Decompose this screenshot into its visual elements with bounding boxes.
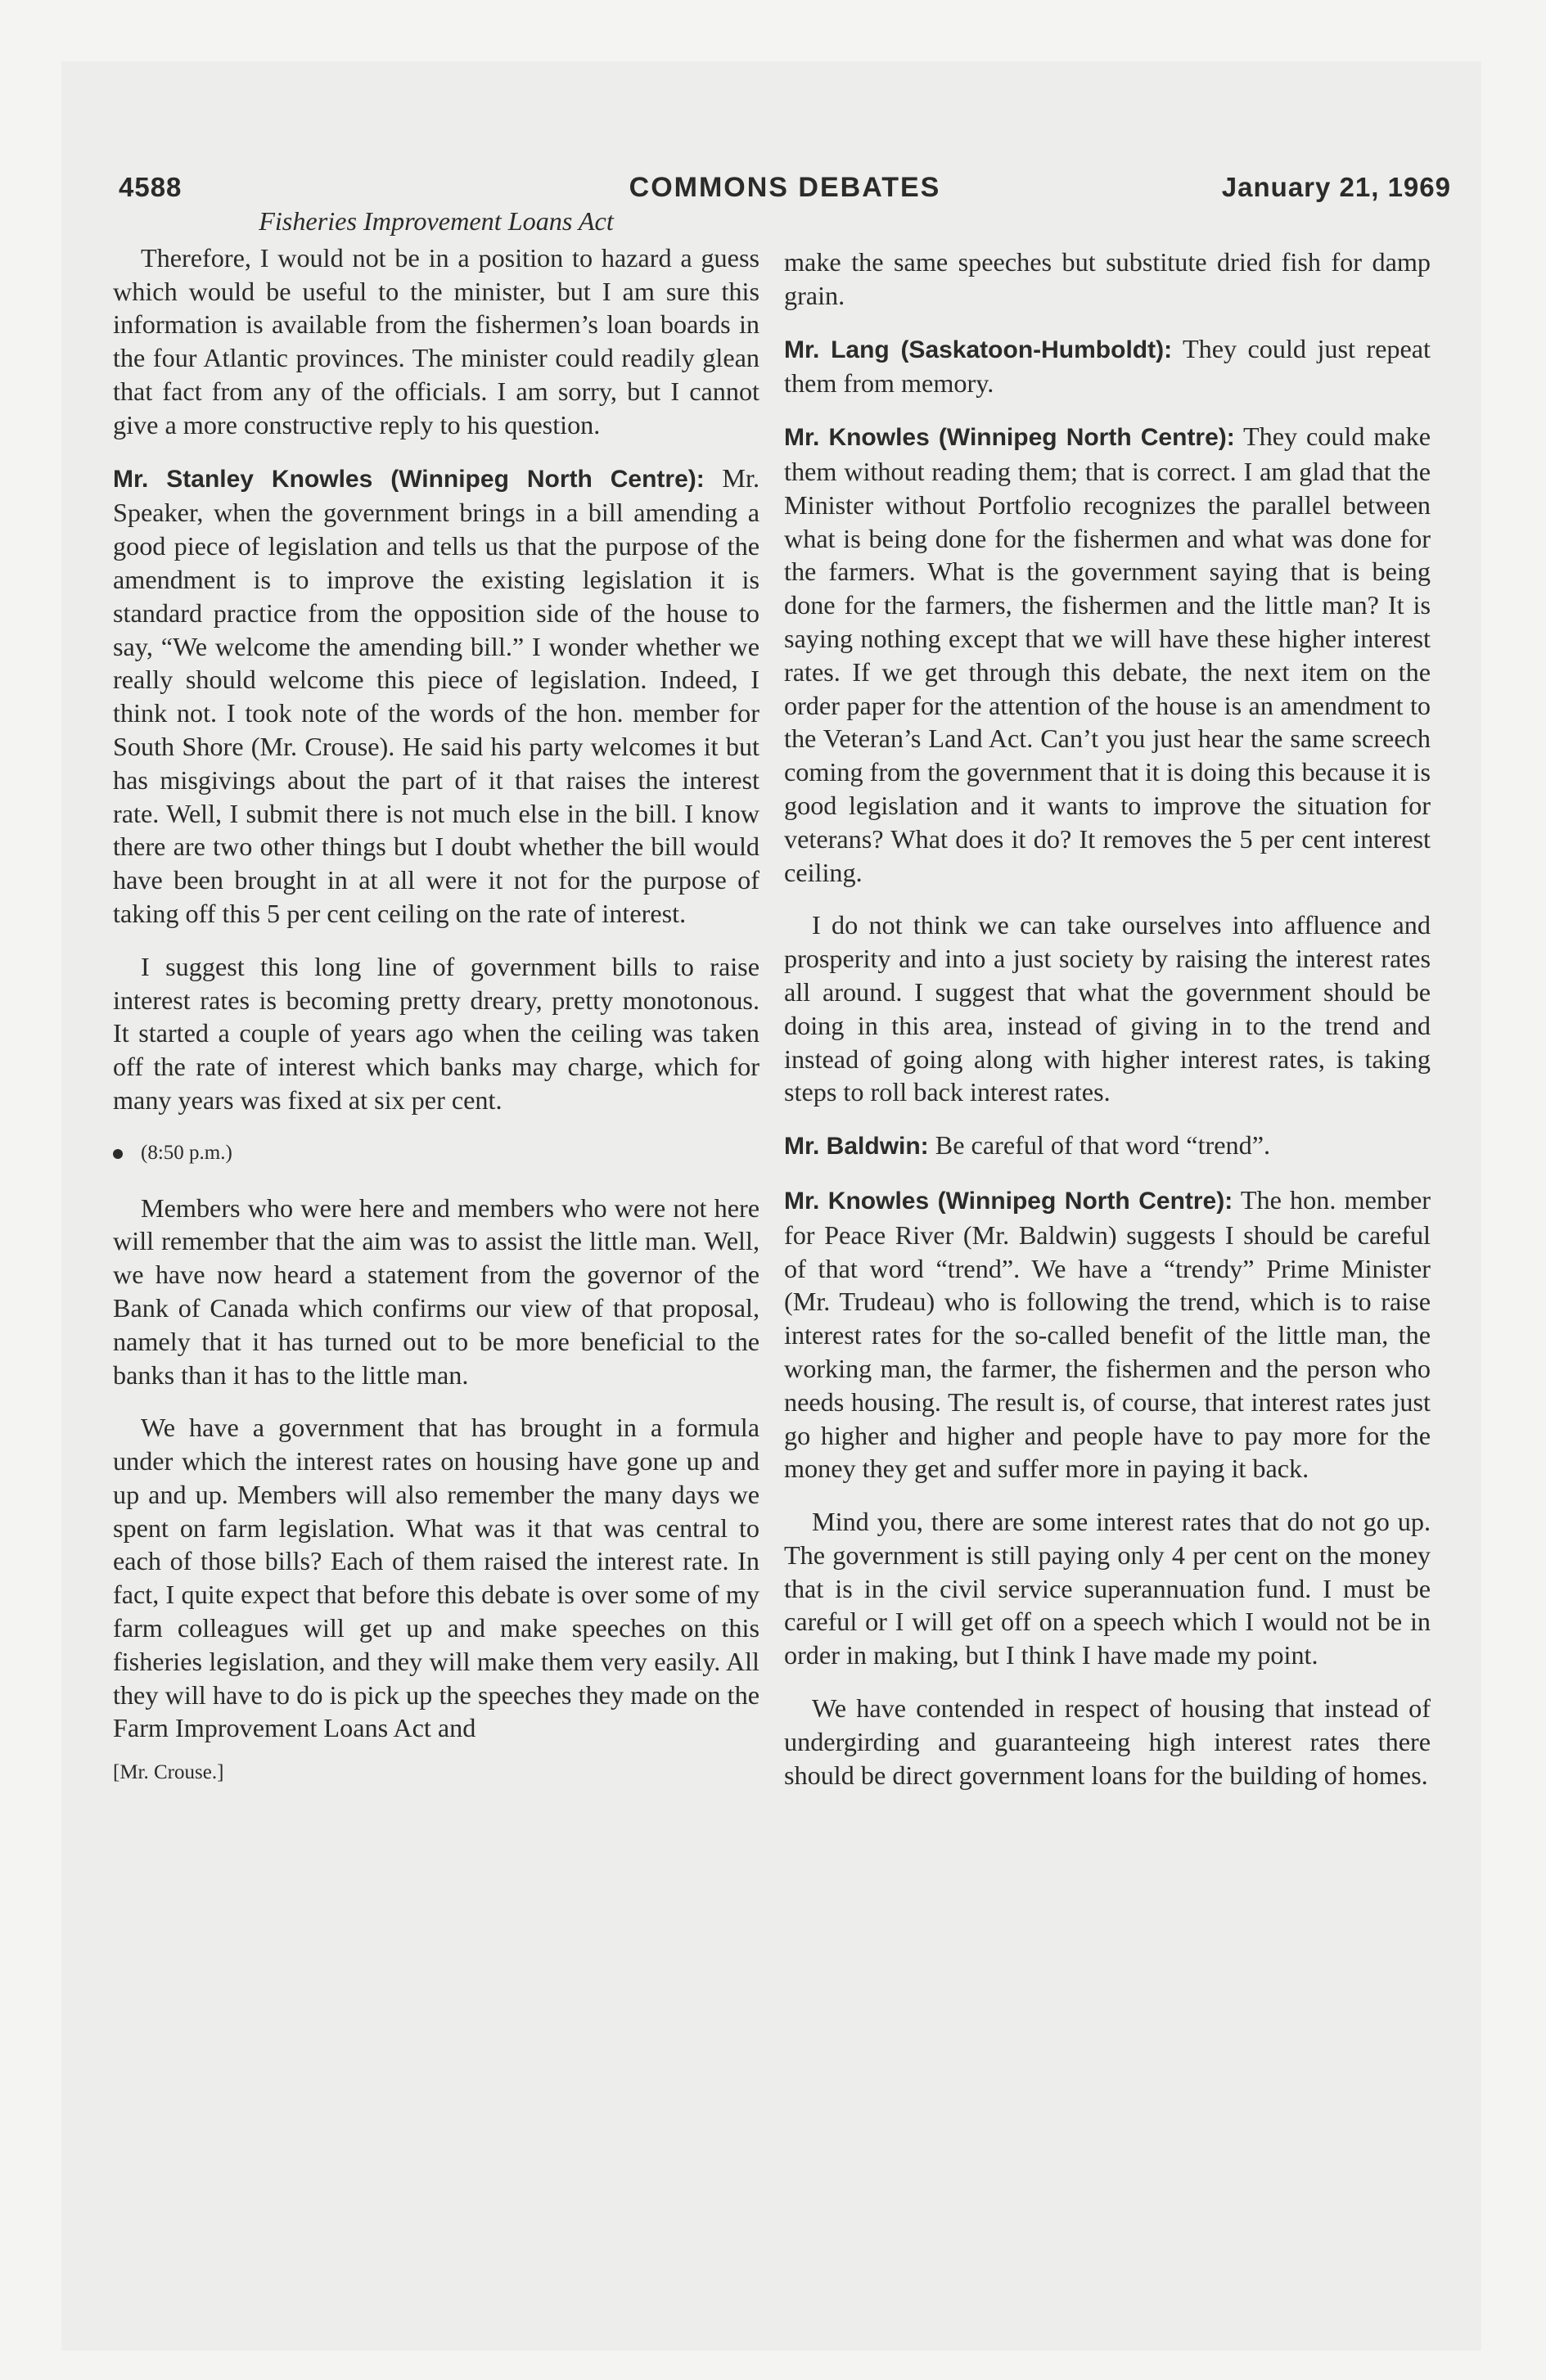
header-date: January 21, 1969 bbox=[1221, 172, 1451, 202]
publication-title: COMMONS DEBATES bbox=[629, 172, 941, 203]
speech-text: The hon. member for Peace River (Mr. Baldwin) suggests I should be careful of that word “trend”. We have a “trendy” Prime Minister (Mr. Trudeau) who is following the trend, which is to raise interest rates for the so-called benefit of the little man, the working man, the farmer, the fishermen and the person who needs housing. The result is, of course, that interest rates just go higher and higher and people have to pay more for the money they get and suffer more in paying it back. bbox=[784, 1184, 1431, 1484]
time-marker bbox=[113, 1137, 759, 1170]
footer-reference: [Mr. Crouse.] bbox=[113, 1761, 224, 1784]
speech-paragraph bbox=[113, 462, 759, 931]
speaker-name: Mr. Knowles (Winnipeg North Centre): bbox=[784, 424, 1235, 452]
paragraph: We have contended in respect of housing that instead of undergirding and guaranteeing high interest rates there should be direct government loans for the building of homes. bbox=[784, 1693, 1431, 1790]
speech-paragraph bbox=[784, 1129, 1431, 1164]
speech-text: Mr. Speaker, when the government brings in a bill amending a good piece of legislation and tells us that the purpose of the amendment is to improve the existing legislation it is standard practice from the opposition side of the house to say, “We welcome the amending bill.” I wonder whether we really should welcome this piece of legislation. Indeed, I think not. I took note of the words of the hon. member for South Shore (Mr. Crouse). He said his party welcomes it but has misgivings about the part of it that raises the interest rate. Well, I submit there is not much else in the bill. I know there are two other things but I doubt whether the bill would have been brought in at all were it not for the purpose of taking off this 5 per cent ceiling on the rate of interest. bbox=[113, 462, 759, 928]
bullet-icon bbox=[113, 1149, 123, 1159]
speaker-name: Mr. Stanley Knowles (Winnipeg North Centre): bbox=[113, 465, 705, 493]
paragraph: Members who were here and members who were not here will remember that the aim was to assist the little man. Well, we have now heard a statement from the governor of the Bank of Canada which confirms our view of that proposal, namely that it has turned out to be more beneficial to the banks than it has to the little man. bbox=[113, 1192, 759, 1390]
speech-paragraph bbox=[784, 1183, 1431, 1485]
speech-paragraph bbox=[784, 420, 1431, 889]
speech-paragraph bbox=[784, 332, 1431, 401]
paragraph: Mind you, there are some interest rates that do not go up. The government is still paying only 4 per cent on the money that is in the civil service superannuation fund. I must be careful or I will get off on a speech which I would not be in order in making, but I think I have made my point. bbox=[784, 1507, 1431, 1670]
time-text: (8:50 p.m.) bbox=[141, 1141, 232, 1164]
speech-text: Be careful of that word “trend”. bbox=[928, 1130, 1271, 1161]
paragraph: I suggest this long line of government bills to raise interest rates is becoming pretty dreary, pretty monotonous. It started a couple of years ago when the ceiling was taken off the rate of interest which banks may charge, which for many years was fixed at six per cent. bbox=[113, 951, 759, 1115]
speaker-name: Mr. Lang (Saskatoon-Humboldt): bbox=[784, 336, 1173, 363]
speech-text: They could make them without reading them; that is correct. I am glad that the Minister without Portfolio recognizes the parallel between what is being done for the fishermen and what was done for the farmers. What is the government saying that is being done for the farmers, the fishermen and the little man? It is saying nothing except that we will have these higher interest rates. If we get through this debate, the next item on the order paper for the attention of the house is an amendment to the Veteran’s Land Act. Can’t you just hear the same screech coming from the government that it is doing this because it is good legislation and it wants to improve the situation for veterans? What does it do? It removes the 5 per cent interest ceiling. bbox=[784, 421, 1431, 887]
speaker-name: Mr. Baldwin: bbox=[784, 1133, 929, 1161]
right-column bbox=[784, 246, 1431, 1811]
paragraph: We have a government that has brought in a formula under which the interest rates on housing have gone up and up and up. Members will also remember the many days we spent on farm legislation. What was it that was central to each of those bills? Each of them raised the interest rate. In fact, I quite expect that before this debate is over some of my farm colleagues will get up and make speeches on this fisheries legislation, and they will make them very easily. All they will have to do is pick up the speeches they made on the Farm Improvement Loans Act and bbox=[113, 1413, 759, 1743]
paragraph: I do not think we can take ourselves into affluence and prosperity and into a just society by raising the interest rates all around. I suggest that what the government should be doing in this area, instead of giving in to the trend and instead of going along with higher interest rates, is taking steps to roll back interest rates. bbox=[784, 910, 1431, 1107]
paragraph: make the same speeches but substitute dried fish for damp grain. bbox=[784, 247, 1431, 310]
left-column bbox=[113, 205, 759, 1790]
speaker-name: Mr. Knowles (Winnipeg North Centre): bbox=[784, 1187, 1233, 1215]
running-head: Fisheries Improvement Loans Act bbox=[259, 206, 614, 236]
paragraph: Therefore, I would not be in a position to hazard a guess which would be useful to the minister, but I am sure this information is available from the fishermen’s loan boards in the four Atlantic provinces. The minister could readily glean that fact from any of the officials. I am sorry, but I cannot give a more constructive reply to his question. bbox=[113, 242, 759, 439]
speech-text: They could just repeat them from memory. bbox=[784, 333, 1431, 399]
page-number: 4588 bbox=[119, 172, 183, 202]
